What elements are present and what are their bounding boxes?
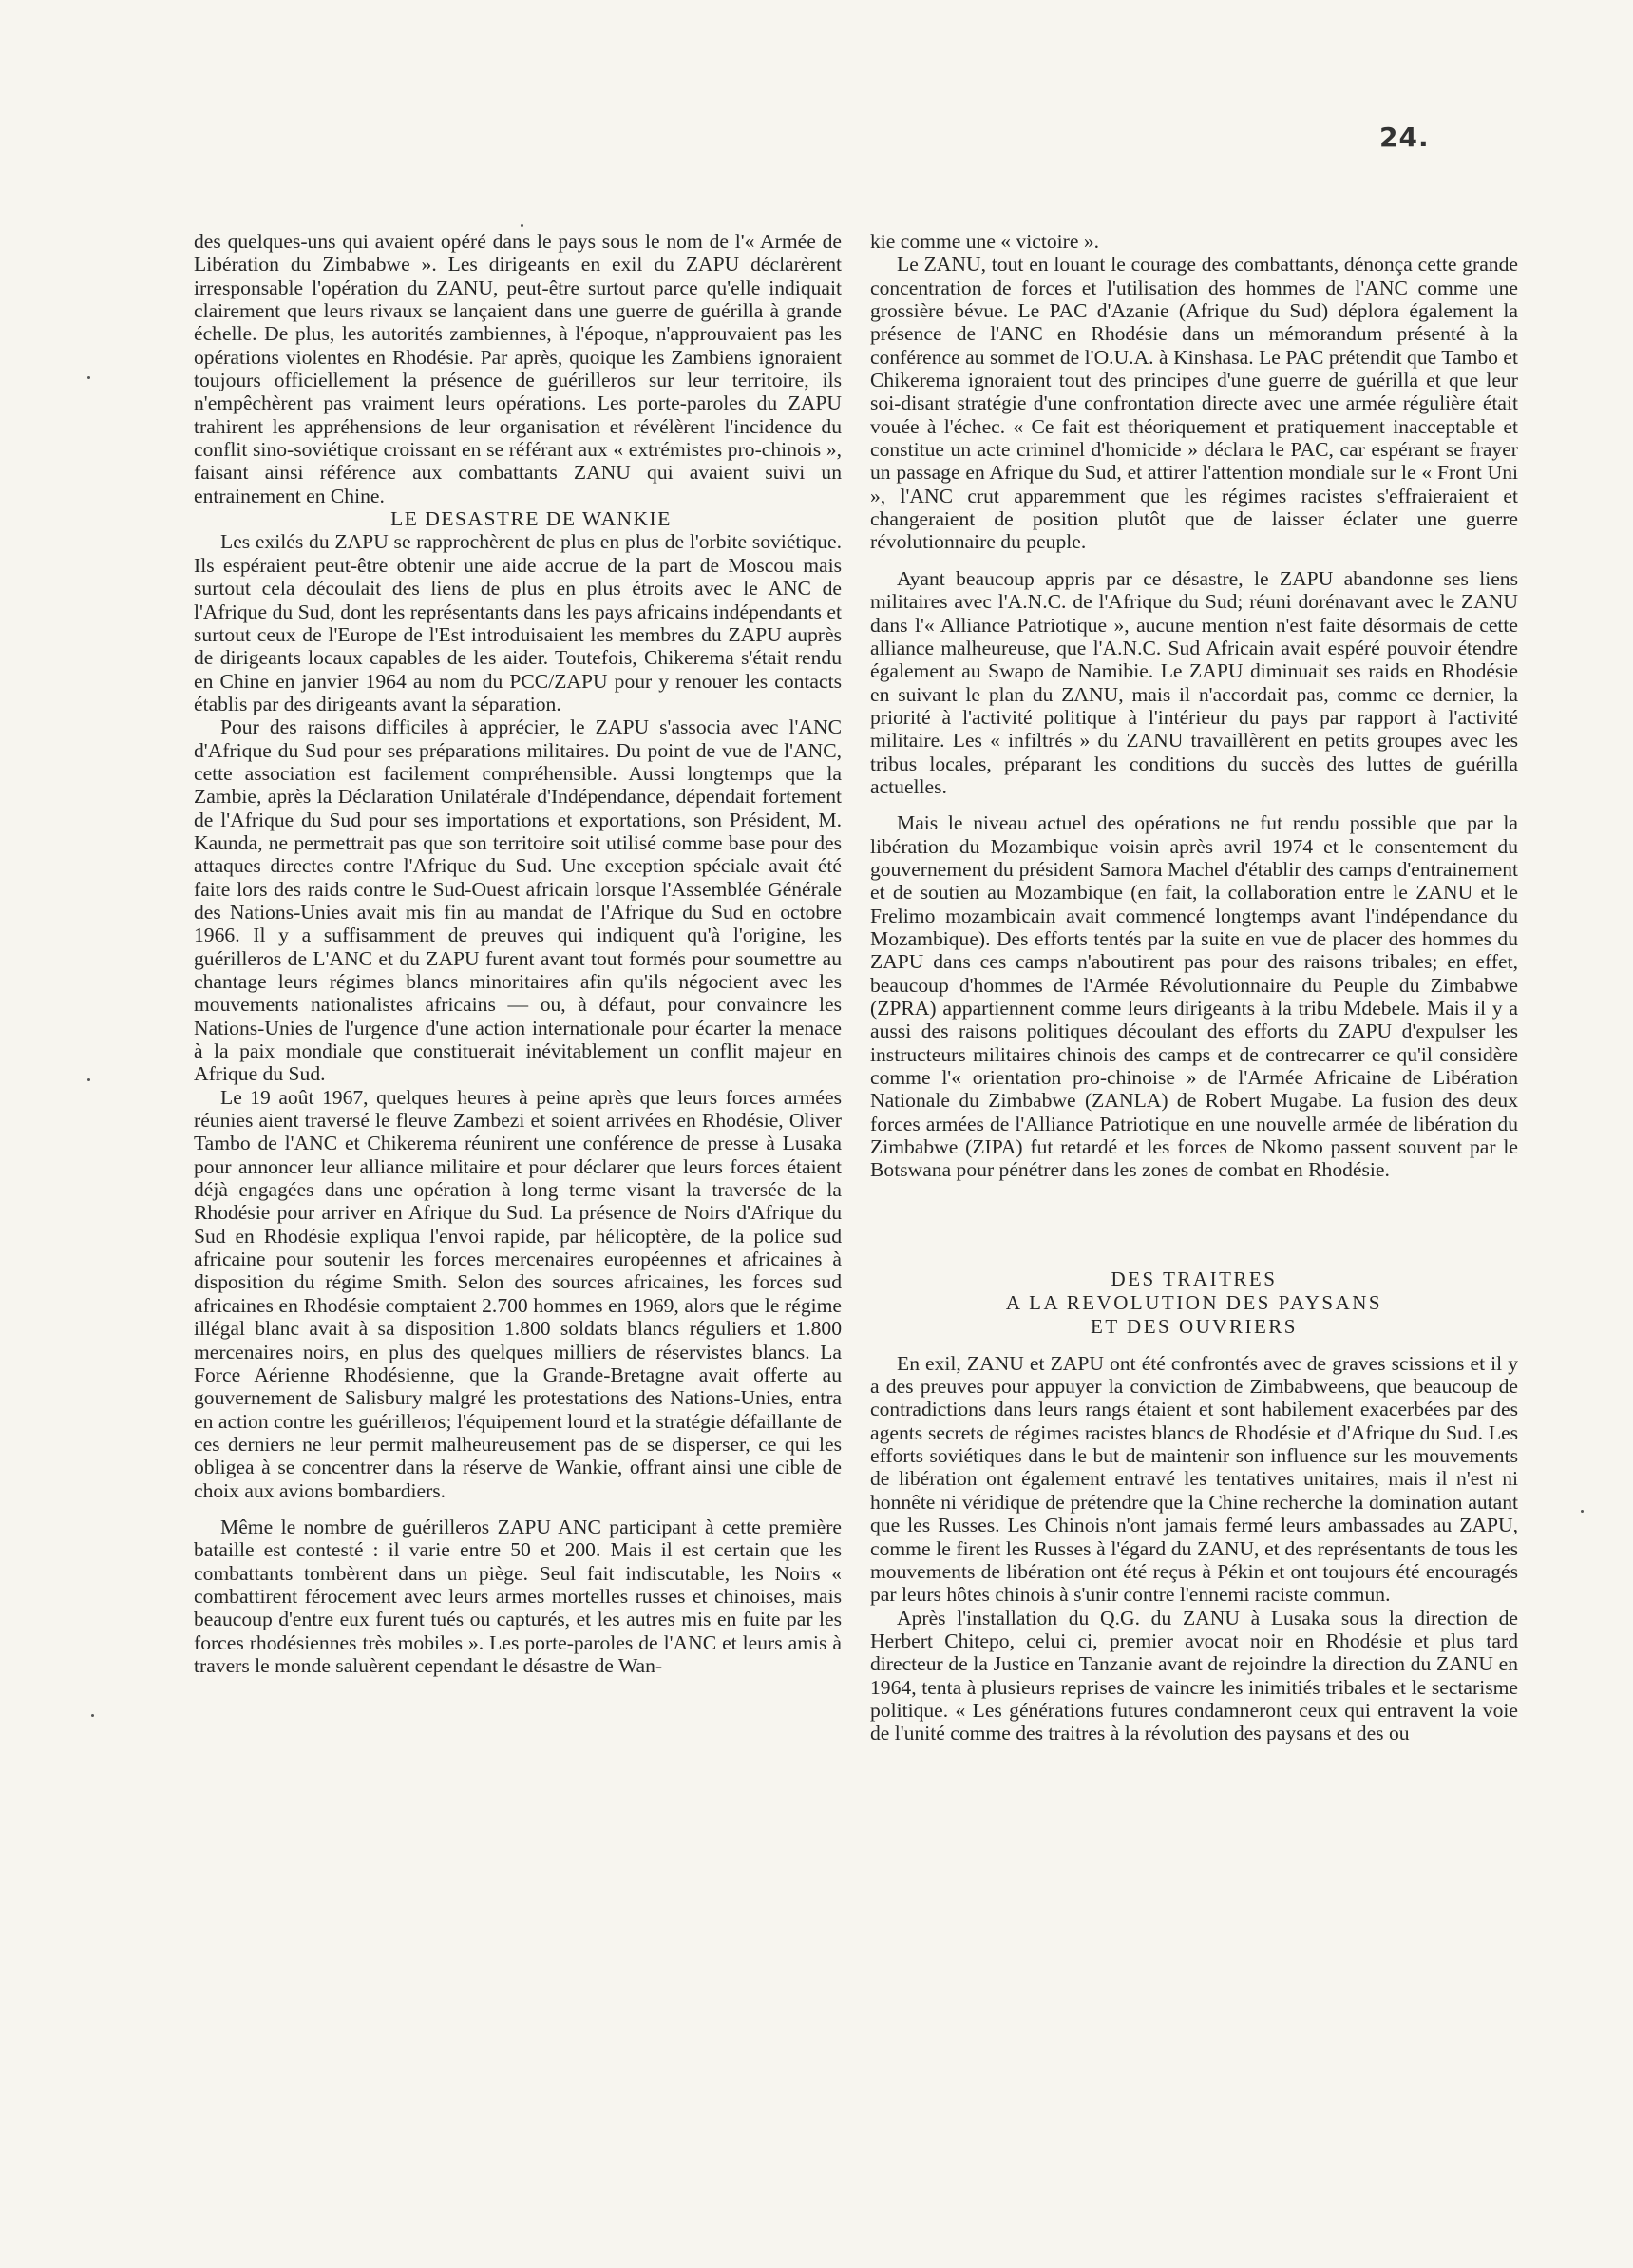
scan-speck: [521, 224, 523, 227]
right-paragraph-5: En exil, ZANU et ZAPU ont été confrontés avec de graves scissions et il y a des preuves pour appuyer la conviction de Zimbabweens, que beaucoup de contradictions dans leurs rangs étaient et sont habilement exacerbées par des agents secrets de régimes racistes blancs de Rhodésie et d'Afrique du Sud. Les efforts soviétiques dans le but de maintenir son influence sur les mouvements de libération ont également entravé les tentatives unitaires, mais il n'est ni honnête ni véridique de prétendre que la Chine recherche la domination autant que les Russes. Les Chinois n'ont jamais fermé leurs ambassades au ZAPU, comme le firent les Russes à l'égard du ZANU, et des représentants de tous les mouvements de libération ont été reçus à Pékin et ont toujours été encouragés par leurs hôtes chinois à s'unir contre l'ennemi raciste commun.: [870, 1351, 1518, 1607]
section-heading-wankie: LE DESASTRE DE WANKIE: [390, 507, 672, 531]
left-paragraph-4: Le 19 août 1967, quelques heures à peine après que leurs forces armées réunies aient traversé le fleuve Zambezi et soient arrivées en Rhodésie, Oliver Tambo de l'ANC et Chikerema réunirent une conférence de presse à Lusaka pour annoncer leur alliance militaire et pour déclarer que leurs forces étaient déjà engagées dans une opération à long terme visant la traversée de la Rhodésie pour arriver en Afrique du Sud. La présence de Noirs d'Afrique du Sud en Rhodésie expliqua l'envoi rapide, par hélicoptère, de la police sud africaine pour soutenir les forces mercenaires européennes et africaines à disposition du régime Smith. Selon des sources africaines, les forces sud africaines en Rhodésie comptaient 2.700 hommes en 1969, alors que le régime illégal blanc avait à sa disposition 1.800 soldats blancs réguliers et 1.800 mercenaires noirs, en plus des quelques milliers de réservistes blancs. La Force Aérienne Rhodésienne, que la Grande-Bretagne avait offerte au gouvernement de Salisbury malgré les protestations des Nations-Unies, entra en action contre les guérilleros; l'équipement lourd et la stratégie défaillante de ces derniers ne leur permit malheureusement pas de se disperser, ce qui les obligea à se concentrer dans la réserve de Wankie, offrant ainsi une cible de choix aux avions bombardiers.: [194, 1085, 842, 1502]
scan-speck: [87, 376, 90, 379]
scan-speck: [1581, 1510, 1584, 1513]
right-paragraph-4: Mais le niveau actuel des opérations ne fut rendu possible que par la libération du Mozambique voisin après avril 1974 et le consentement du gouvernement du président Samora Machel d'établir des camps d'entrainement et de soutien au Mozambique (en fait, la collaboration entre le ZANU et le Frelimo mozambicain avait commencé longtemps avant l'indépendance du Mozambique). Des efforts tentés par la suite en vue de placer des hommes du ZAPU dans ces camps n'aboutirent pas pour des raisons tribales; en effet, beaucoup d'hommes de l'Armée Révolutionnaire du Peuple du Zimbabwe (ZPRA) appartiennent comme leurs dirigeants à la tribu Mdebele. Mais il y a aussi des raisons politiques découlant des efforts du ZAPU d'expulser les instructeurs militaires chinois des camps et de contrecarrer ce qu'il considère comme l'« orientation pro-chinoise » de l'Armée Africaine de Libération Nationale du Zimbabwe (ZANLA) de Robert Mugabe. La fusion des deux forces armées de l'Alliance Patriotique en une nouvelle armée de libération du Zimbabwe (ZIPA) fut retardé et les forces de Nkomo passent souvent par le Botswana pour pénétrer dans les zones de combat en Rhodésie.: [870, 811, 1518, 1182]
right-paragraph-6: Après l'installation du Q.G. du ZANU à Lusaka sous la direction de Herbert Chitepo, celui ci, premier avocat noir en Rhodésie et plus tard directeur de la Justice en Tanzanie avant de rejoindre la direction du ZANU en 1964, tenta à plusieurs reprises de vaincre les inimitiés tribales et le sectarisme politique. « Les générations futures condamneront ceux qui entravent la voie de l'unité comme des traitres à la révolution des paysans et des ou: [870, 1606, 1518, 1745]
left-paragraph-2: Les exilés du ZAPU se rapprochèrent de plus en plus de l'orbite soviétique. Ils espéraient peut-être obtenir une aide accrue de la part de Moscou mais surtout cela découlait des liens de plus en plus étroits avec le ANC de l'Afrique du Sud, dont les représentants dans les pays africains indépendants et surtout ceux de l'Europe de l'Est introduisaient les membres du ZAPU auprès de dirigeants locaux capables de les aider. Toutefois, Chikerema s'était rendu en Chine en janvier 1964 au nom du PCC/ZAPU pour y renouer les contacts établis par des dirigeants avant la séparation.: [194, 530, 842, 715]
page-number: 24.: [1379, 122, 1430, 153]
left-paragraph-1: des quelques-uns qui avaient opéré dans le pays sous le nom de l'« Armée de Libération du Zimbabwe ». Les dirigeants en exil du ZAPU déclarèrent irresponsable l'opération du ZANU, peut-être surtout parce qu'elle indiquait clairement que leurs rivaux se lançaient dans une guerre de guérilla à grande échelle. De plus, les autorités zambiennes, à l'époque, n'approuvaient pas les opérations violentes en Rhodésie. Par après, quoique les Zambiens ignoraient toujours officiellement la présence de guérilleros sur leur territoire, ils n'empêchèrent pas vraiment leurs opérations. Les porte-paroles du ZAPU trahirent les appréhensions de leur organisation et révélèrent l'incidence du conflit sino-soviétique croissant en se référant aux « extrémistes pro-chinois », faisant ainsi référence aux combattants ZANU qui avaient suivi un entrainement en Chine.: [194, 230, 842, 507]
right-column: [870, 230, 1518, 1745]
left-paragraph-5: Même le nombre de guérilleros ZAPU ANC participant à cette première bataille est contesté : il varie entre 50 et 200. Mais il est certain que les combattants tombèrent dans un piège. Seul fait indiscutable, les Noirs « combattirent férocement avec leurs armes mortelles russes et chinoises, mais beaucoup d'entre eux furent tués ou capturés, et les autres mis en fuite par les forces rhodésiennes très mobiles ». Les porte-paroles de l'ANC et leurs amis à travers le monde saluèrent cependant le désastre de Wan-: [194, 1515, 842, 1677]
left-paragraph-3: Pour des raisons difficiles à apprécier, le ZAPU s'associa avec l'ANC d'Afrique du Sud pour ses préparations militaires. Du point de vue de l'ANC, cette association est facilement compréhensible. Aussi longtemps que la Zambie, après la Déclaration Unilatérale d'Indépendance, dépendait fortement de l'Afrique du Sud pour ses importations et exportations, son Président, M. Kaunda, ne permettrait pas que son territoire soit utilisé comme base pour des attaques directes contre l'Afrique du Sud. Une exception spéciale avait été faite lors des raids contre le Sud-Ouest africain lorsque l'Assemblée Générale des Nations-Unies avait mis fin au mandat de l'Afrique du Sud en octobre 1966. Il y a suffisamment de preuves qui indiquent qu'à l'origine, les guérilleros de L'ANC et du ZAPU furent avant tout formés pour soumettre au chantage leurs régimes blancs minoritaires afin qu'ils négocient avec les mouvements nationalistes africains — ou, à défaut, pour convaincre les Nations-Unies de l'urgence d'une action internationale pour écarter la menace à la paix mondiale que constituerait inévitablement un conflit majeur en Afrique du Sud.: [194, 715, 842, 1086]
section-heading-traitres: [870, 1267, 1518, 1339]
right-paragraph-1: kie comme une « victoire ».: [870, 230, 1100, 253]
left-column: [194, 230, 842, 1677]
scan-speck: [91, 1714, 94, 1717]
right-paragraph-3: Ayant beaucoup appris par ce désastre, le ZAPU abandonne ses liens militaires avec l'A.N.C. de l'Afrique du Sud; réuni dorénavant avec le ZANU dans l'« Alliance Patriotique », aucune mention n'est faite désormais de cette alliance malheureuse, que l'A.N.C. Sud Africain avait espéré pouvoir étendre également au Swapo de Namibie. Le ZAPU diminuait ses raids en Rhodésie en suivant le plan du ZANU, mais il n'accordait pas, comme ce dernier, la priorité à l'activité politique à l'intérieur du pays par rapport à l'activité militaire. Les « infiltrés » du ZANU travaillèrent en petits groupes avec les tribus locales, préparant les conditions du succès des luttes de guérilla actuelles.: [870, 566, 1518, 798]
column-spacer: [870, 1182, 1518, 1252]
scan-speck: [87, 1078, 90, 1081]
heading-line-1: DES TRAITRES: [1111, 1267, 1278, 1290]
heading-line-3: ET DES OUVRIERS: [1091, 1314, 1298, 1338]
right-paragraph-2: Le ZANU, tout en louant le courage des combattants, dénonça cette grande concentration de forces et l'utilisation des hommes de l'ANC comme une grossière bévue. Le PAC d'Azanie (Afrique du Sud) déplora également la présence de l'ANC en Rhodésie dans un mémorandum présenté à la conférence au sommet de l'O.U.A. à Kinshasa. Le PAC prétendit que Tambo et Chikerema ignoraient tout des principes d'une guerre de guérilla et que leur soi-disant stratégie d'une confrontation directe avec une armée régulière était vouée à l'échec. « Ce fait est théoriquement et pratiquement inacceptable et constitue un acte criminel d'homicide » déclara le PAC, car espérant se frayer un passage en Afrique du Sud, et attirer l'attention mondiale sur le « Front Uni », l'ANC crut apparemment que les régimes racistes s'effraieraient et changeraient de position plutôt que de laisser éclater une guerre révolutionnaire du peuple.: [870, 253, 1518, 554]
heading-line-2: A LA REVOLUTION DES PAYSANS: [1005, 1290, 1383, 1314]
